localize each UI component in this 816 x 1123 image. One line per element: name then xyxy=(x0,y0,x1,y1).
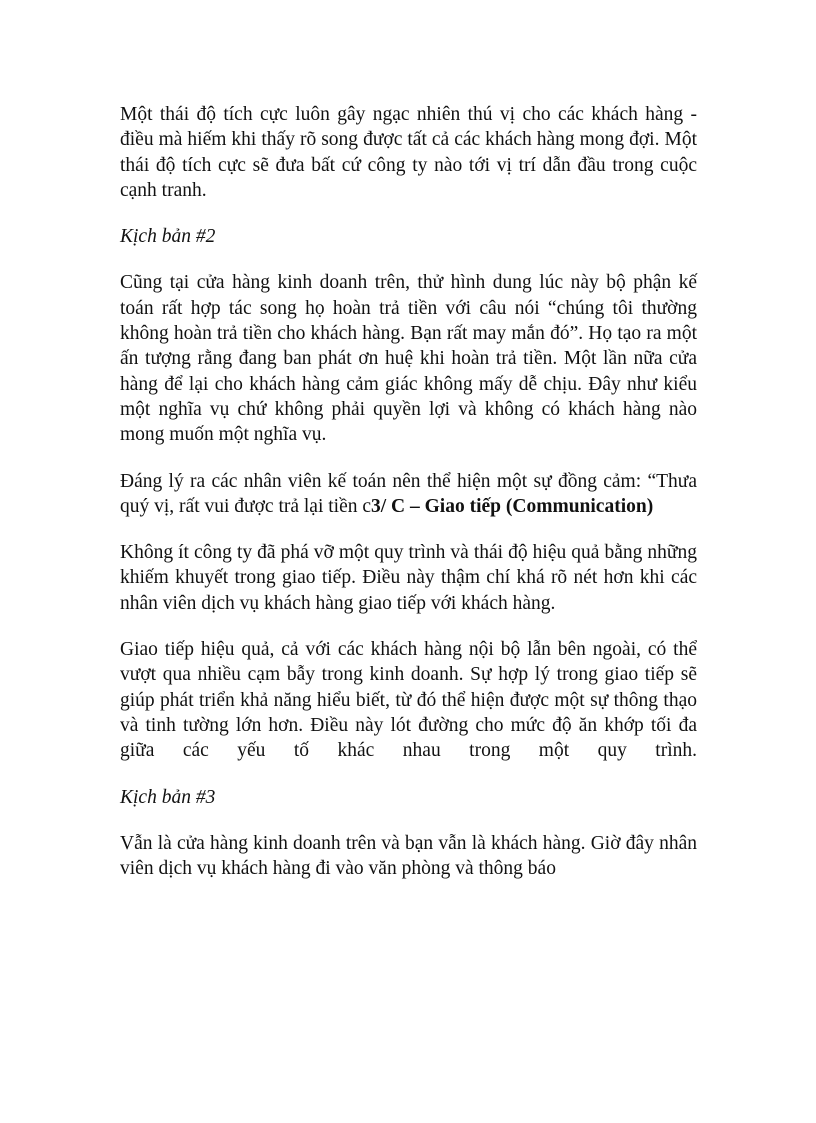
paragraph-communication-flaws: Không ít công ty đã phá vỡ một quy trình và thái độ hiệu quả bằng những khiếm khuyết trong giao tiếp. Điều này thậm chí khá rõ nét hơn khi các nhân viên dịch vụ khách hàng giao tiếp với khách hàng. xyxy=(120,542,697,614)
section-heading-communication: 3/ C – Giao tiếp (Communication) xyxy=(371,495,654,517)
paragraph-attitude: Một thái độ tích cực luôn gây ngạc nhiên thú vị cho các khách hàng - điều mà hiếm khi thấy rõ song được tất cả các khách hàng mong đợi. Một thái độ tích cực sẽ đưa bất cứ công ty nào tới vị trí dẫn đầu trong cuộc cạnh tranh. xyxy=(120,104,697,201)
empathy-text: Đáng lý ra các nhân viên kế toán nên thể hiện một sự đồng cảm: “Thưa quý vị, rất vui được trả lại tiền c xyxy=(120,470,697,517)
paragraph-empathy xyxy=(120,469,697,520)
heading-scenario-3: Kịch bản #3 xyxy=(120,786,216,808)
paragraph-scenario-2: Cũng tại cửa hàng kinh doanh trên, thử hình dung lúc này bộ phận kế toán rất hợp tác song họ hoàn trả tiền với câu nói “chúng tôi thường không hoàn trả tiền cho khách hàng. Bạn rất may mắn đó”. Họ tạo ra một ấn tượng rằng đang ban phát ơn huệ khi hoàn trả tiền. Một lần nữa cửa hàng để lại cho khách hàng cảm giác không mấy dễ chịu. Đây như kiểu một nghĩa vụ chứ không phải quyền lợi và không có khách hàng nào mong muốn một nghĩa vụ. xyxy=(120,272,697,446)
paragraph-effective-communication: Giao tiếp hiệu quả, cả với các khách hàng nội bộ lẫn bên ngoài, có thể vượt qua nhiều cạm bẫy trong kinh doanh. Sự hợp lý trong giao tiếp sẽ giúp phát triển khả năng hiểu biết, từ đó thể hiện được một sự thông thạo và tinh tường lớn hơn. Điều này lót đường cho mức độ ăn khớp tối đa giữa các yếu tố khác nhau trong một quy trình. xyxy=(120,639,697,762)
document-page xyxy=(120,102,697,902)
heading-scenario-2: Kịch bản #2 xyxy=(120,226,216,248)
paragraph-scenario-3: Vẫn là cửa hàng kinh doanh trên và bạn vẫn là khách hàng. Giờ đây nhân viên dịch vụ khách hàng đi vào văn phòng và thông báo xyxy=(120,832,697,880)
